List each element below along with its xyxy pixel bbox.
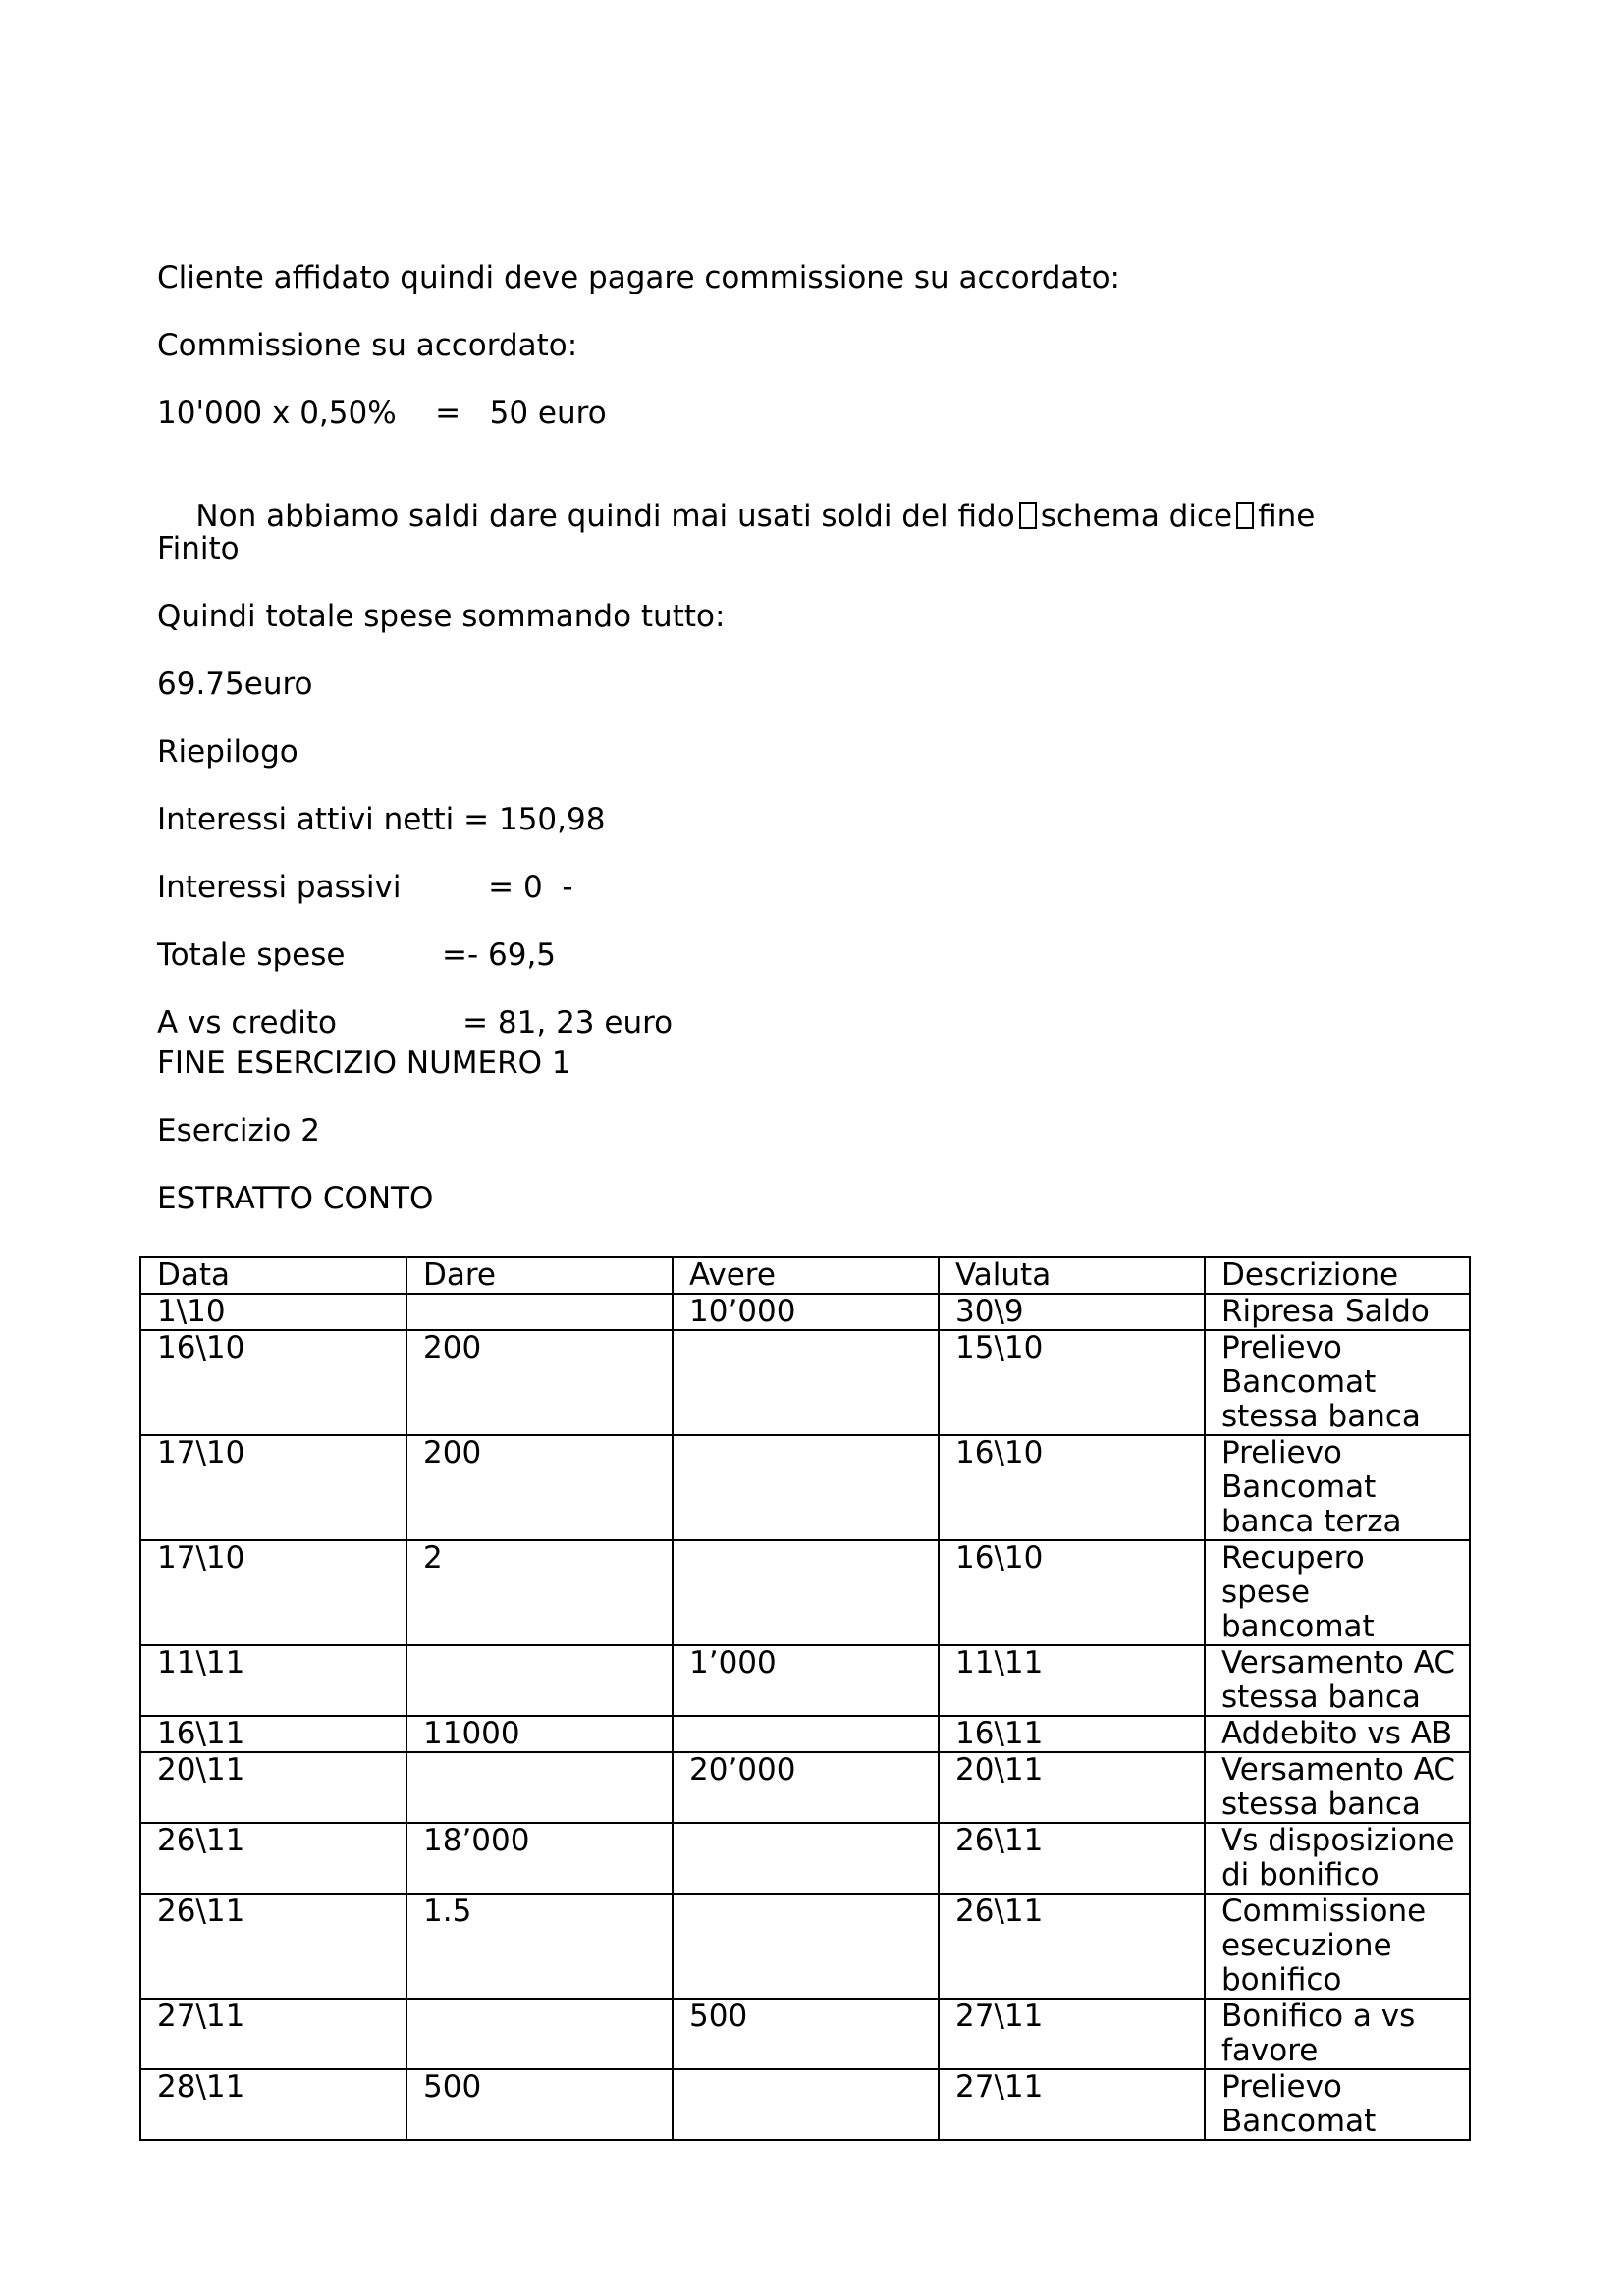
table-row <box>140 1435 1470 1540</box>
cell-avere <box>673 2069 939 2140</box>
cell-dare <box>406 1294 673 1330</box>
cell-data: 16\11 <box>140 1716 406 1752</box>
cell-dare: 200 <box>406 1330 673 1435</box>
cell-valuta: 11\11 <box>939 1645 1205 1716</box>
section-title-estratto-conto: ESTRATTO CONTO <box>157 1181 434 1216</box>
text-line-interessi-passivi: Interessi passivi = 0 - <box>157 870 573 905</box>
cell-data: 20\11 <box>140 1752 406 1823</box>
cell-data: 17\10 <box>140 1540 406 1645</box>
cell-descrizione: Bonifico a vs favore <box>1205 1999 1470 2069</box>
cell-descrizione: Vs disposizione di bonifico <box>1205 1823 1470 1894</box>
text-line-total-value: 69.75euro <box>157 667 313 702</box>
cell-avere <box>673 1435 939 1540</box>
cell-descrizione: Prelievo Bancomat <box>1205 2069 1470 2140</box>
cell-avere: 1’000 <box>673 1645 939 1716</box>
cell-data: 28\11 <box>140 2069 406 2140</box>
text-line-esercizio-2: Esercizio 2 <box>157 1113 320 1148</box>
text-line-fine-esercizio: FINE ESERCIZIO NUMERO 1 <box>157 1045 571 1081</box>
text-line-commission-title: Commissione su accordato: <box>157 328 578 363</box>
cell-data: 26\11 <box>140 1823 406 1894</box>
text-line-totale-spese: Totale spese =- 69,5 <box>157 937 557 973</box>
cell-avere: 10’000 <box>673 1294 939 1330</box>
cell-descrizione: Prelievo Bancomat banca terza <box>1205 1435 1470 1540</box>
cell-data: 27\11 <box>140 1999 406 2069</box>
cell-dare: 11000 <box>406 1716 673 1752</box>
cell-valuta: 20\11 <box>939 1752 1205 1823</box>
text-line-credito: A vs credito = 81, 23 euro <box>157 1005 674 1041</box>
table-row <box>140 1294 1470 1330</box>
cell-descrizione: Addebito vs AB <box>1205 1716 1470 1752</box>
cell-avere <box>673 1823 939 1894</box>
cell-avere <box>673 1330 939 1435</box>
table-row <box>140 1752 1470 1823</box>
column-header-data: Data <box>140 1257 406 1294</box>
cell-dare: 2 <box>406 1540 673 1645</box>
estratto-conto-table <box>139 1256 1471 2141</box>
arrow-icon <box>1019 502 1037 529</box>
text-line-interessi-attivi: Interessi attivi netti = 150,98 <box>157 802 606 837</box>
cell-dare: 500 <box>406 2069 673 2140</box>
table-row <box>140 2069 1470 2140</box>
cell-dare <box>406 1999 673 2069</box>
table-row <box>140 1645 1470 1716</box>
cell-dare <box>406 1645 673 1716</box>
table-row <box>140 1716 1470 1752</box>
cell-data: 11\11 <box>140 1645 406 1716</box>
text-no-debit-part1: Non abbiamo saldi dare quindi mai usati soldi del fido <box>195 499 1015 534</box>
cell-dare: 18’000 <box>406 1823 673 1894</box>
cell-valuta: 15\10 <box>939 1330 1205 1435</box>
text-no-debit-part3: fine <box>1258 499 1316 534</box>
table-row <box>140 1999 1470 2069</box>
cell-descrizione: Commissione esecuzione bonifico <box>1205 1894 1470 1999</box>
table-row <box>140 1330 1470 1435</box>
cell-valuta: 16\10 <box>939 1540 1205 1645</box>
table-row <box>140 1540 1470 1645</box>
column-header-descrizione: Descrizione <box>1205 1257 1470 1294</box>
cell-dare <box>406 1752 673 1823</box>
cell-dare: 1.5 <box>406 1894 673 1999</box>
text-line-finito: Finito <box>157 531 240 566</box>
text-no-debit-part2: schema dice <box>1040 499 1233 534</box>
cell-descrizione: Prelievo Bancomat stessa banca <box>1205 1330 1470 1435</box>
cell-descrizione: Versamento AC stessa banca <box>1205 1645 1470 1716</box>
cell-descrizione: Versamento AC stessa banca <box>1205 1752 1470 1823</box>
cell-avere: 500 <box>673 1999 939 2069</box>
cell-avere <box>673 1894 939 1999</box>
table-header-row <box>140 1257 1470 1294</box>
cell-avere <box>673 1540 939 1645</box>
arrow-icon <box>1236 502 1254 529</box>
cell-valuta: 27\11 <box>939 2069 1205 2140</box>
text-line-intro: Cliente affidato quindi deve pagare commissione su accordato: <box>157 260 1120 295</box>
cell-valuta: 16\10 <box>939 1435 1205 1540</box>
cell-descrizione: Recupero spese bancomat <box>1205 1540 1470 1645</box>
text-line-no-debit <box>157 463 1315 569</box>
text-line-commission-calc: 10'000 x 0,50% = 50 euro <box>157 396 607 431</box>
cell-descrizione: Ripresa Saldo <box>1205 1294 1470 1330</box>
column-header-avere: Avere <box>673 1257 939 1294</box>
cell-data: 1\10 <box>140 1294 406 1330</box>
column-header-valuta: Valuta <box>939 1257 1205 1294</box>
cell-data: 16\10 <box>140 1330 406 1435</box>
cell-avere <box>673 1716 939 1752</box>
table-row <box>140 1823 1470 1894</box>
cell-valuta: 27\11 <box>939 1999 1205 2069</box>
cell-valuta: 30\9 <box>939 1294 1205 1330</box>
cell-valuta: 16\11 <box>939 1716 1205 1752</box>
cell-valuta: 26\11 <box>939 1894 1205 1999</box>
column-header-dare: Dare <box>406 1257 673 1294</box>
table-row <box>140 1894 1470 1999</box>
cell-valuta: 26\11 <box>939 1823 1205 1894</box>
cell-data: 17\10 <box>140 1435 406 1540</box>
cell-dare: 200 <box>406 1435 673 1540</box>
text-line-total-intro: Quindi totale spese sommando tutto: <box>157 599 726 634</box>
text-line-riepilogo: Riepilogo <box>157 734 298 770</box>
cell-data: 26\11 <box>140 1894 406 1999</box>
cell-avere: 20’000 <box>673 1752 939 1823</box>
